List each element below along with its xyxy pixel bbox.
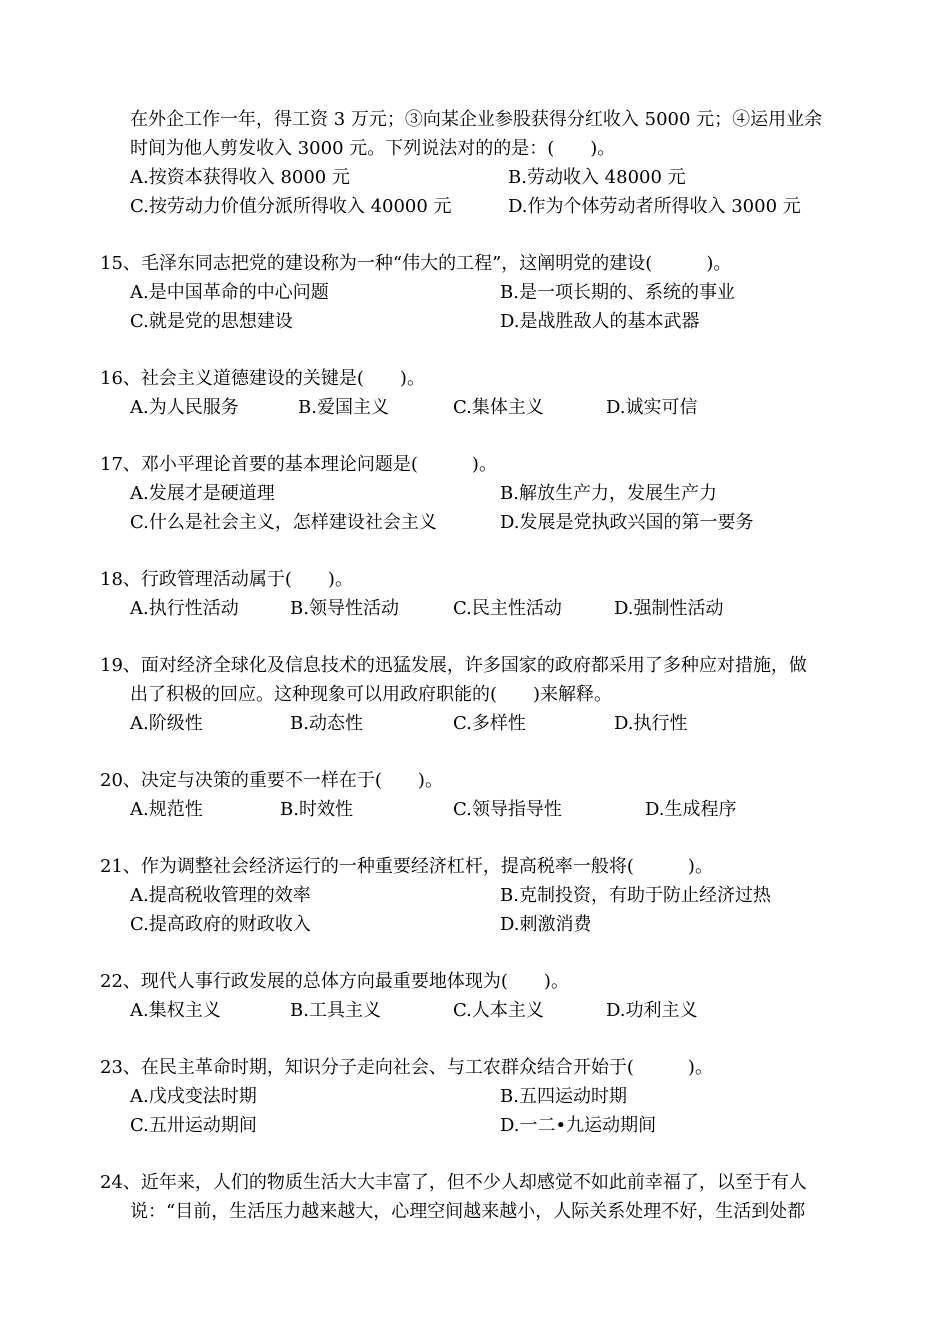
q14-option-b: B.劳动收入 48000 元	[508, 167, 686, 188]
q22-stem: 22、现代人事行政发展的总体方向最重要地体现为( )。	[100, 971, 569, 992]
q15-option-d: D.是战胜敌人的基本武器	[500, 311, 700, 332]
q22-option-d: D.功利主义	[606, 1000, 698, 1021]
q22-option-b: B.工具主义	[290, 1000, 381, 1021]
q17-option-c: C.什么是社会主义，怎样建设社会主义	[130, 512, 437, 533]
q15-option-a: A.是中国革命的中心问题	[130, 282, 329, 303]
q18-option-b: B.领导性活动	[290, 598, 399, 619]
q23-option-c: C.五卅运动期间	[130, 1115, 257, 1136]
q19-option-b: B.动态性	[290, 713, 363, 734]
q16-option-a: A.为人民服务	[130, 397, 239, 418]
q17-option-d: D.发展是党执政兴国的第一要务	[500, 512, 754, 533]
q16-stem: 16、社会主义道德建设的关键是( )。	[100, 368, 425, 389]
q22-option-a: A.集权主义	[130, 1000, 221, 1021]
q24-stem-line2: 说：“目前，生活压力越来越大，心理空间越来越小，人际关系处理不好，生活到处都	[130, 1201, 806, 1222]
q23-option-b: B.五四运动时期	[500, 1086, 627, 1107]
q15-option-b: B.是一项长期的、系统的事业	[500, 282, 735, 303]
q20-option-d: D.生成程序	[645, 799, 737, 820]
q23-option-d: D.一二•九运动期间	[500, 1115, 657, 1136]
q17-option-a: A.发展才是硬道理	[130, 483, 275, 504]
q19-stem-line2: 出了积极的回应。这种现象可以用政府职能的( )来解释。	[130, 684, 613, 705]
q21-option-a: A.提高税收管理的效率	[130, 885, 311, 906]
q22-option-c: C.人本主义	[453, 1000, 544, 1021]
q16-option-b: B.爱国主义	[298, 397, 389, 418]
q20-option-c: C.领导指导性	[453, 799, 562, 820]
q20-option-a: A.规范性	[130, 799, 203, 820]
q19-option-d: D.执行性	[614, 713, 688, 734]
q16-option-d: D.诚实可信	[606, 397, 698, 418]
q14-stem-line2: 时间为他人剪发收入 3000 元。下列说法对的的是：( )。	[130, 138, 616, 159]
q18-option-c: C.民主性活动	[453, 598, 562, 619]
q23-stem: 23、在民主革命时期，知识分子走向社会、与工农群众结合开始于( )。	[100, 1057, 713, 1078]
q21-stem: 21、作为调整社会经济运行的一种重要经济杠杆，提高税率一般将( )。	[100, 856, 713, 877]
q19-option-c: C.多样性	[453, 713, 526, 734]
q23-option-a: A.戊戌变法时期	[130, 1086, 257, 1107]
q19-option-a: A.阶级性	[130, 713, 203, 734]
q21-option-d: D.刺激消费	[500, 914, 592, 935]
q19-stem-line1: 19、面对经济全球化及信息技术的迅猛发展，许多国家的政府都采用了多种应对措施，做	[100, 655, 807, 676]
q18-option-a: A.执行性活动	[130, 598, 239, 619]
q20-stem: 20、决定与决策的重要不一样在于( )。	[100, 770, 443, 791]
q14-option-d: D.作为个体劳动者所得收入 3000 元	[508, 196, 801, 217]
q16-option-c: C.集体主义	[453, 397, 544, 418]
q21-option-b: B.克制投资，有助于防止经济过热	[500, 885, 771, 906]
q14-option-c: C.按劳动力价值分派所得收入 40000 元	[130, 196, 452, 217]
q14-option-a: A.按资本获得收入 8000 元	[130, 167, 350, 188]
q18-stem: 18、行政管理活动属于( )。	[100, 569, 353, 590]
q24-stem-line1: 24、近年来，人们的物质生活大大丰富了，但不少人却感觉不如此前幸福了，以至于有人	[100, 1172, 807, 1193]
q14-stem-line1: 在外企工作一年，得工资 3 万元；③向某企业参股获得分红收入 5000 元；④运用业余	[130, 109, 823, 130]
q21-option-c: C.提高政府的财政收入	[130, 914, 311, 935]
q18-option-d: D.强制性活动	[614, 598, 724, 619]
q17-option-b: B.解放生产力，发展生产力	[500, 483, 717, 504]
q15-stem: 15、毛泽东同志把党的建设称为一种“伟大的工程”，这阐明党的建设( )。	[100, 253, 732, 274]
q20-option-b: B.时效性	[280, 799, 353, 820]
q15-option-c: C.就是党的思想建设	[130, 311, 293, 332]
q17-stem: 17、邓小平理论首要的基本理论问题是( )。	[100, 454, 497, 475]
